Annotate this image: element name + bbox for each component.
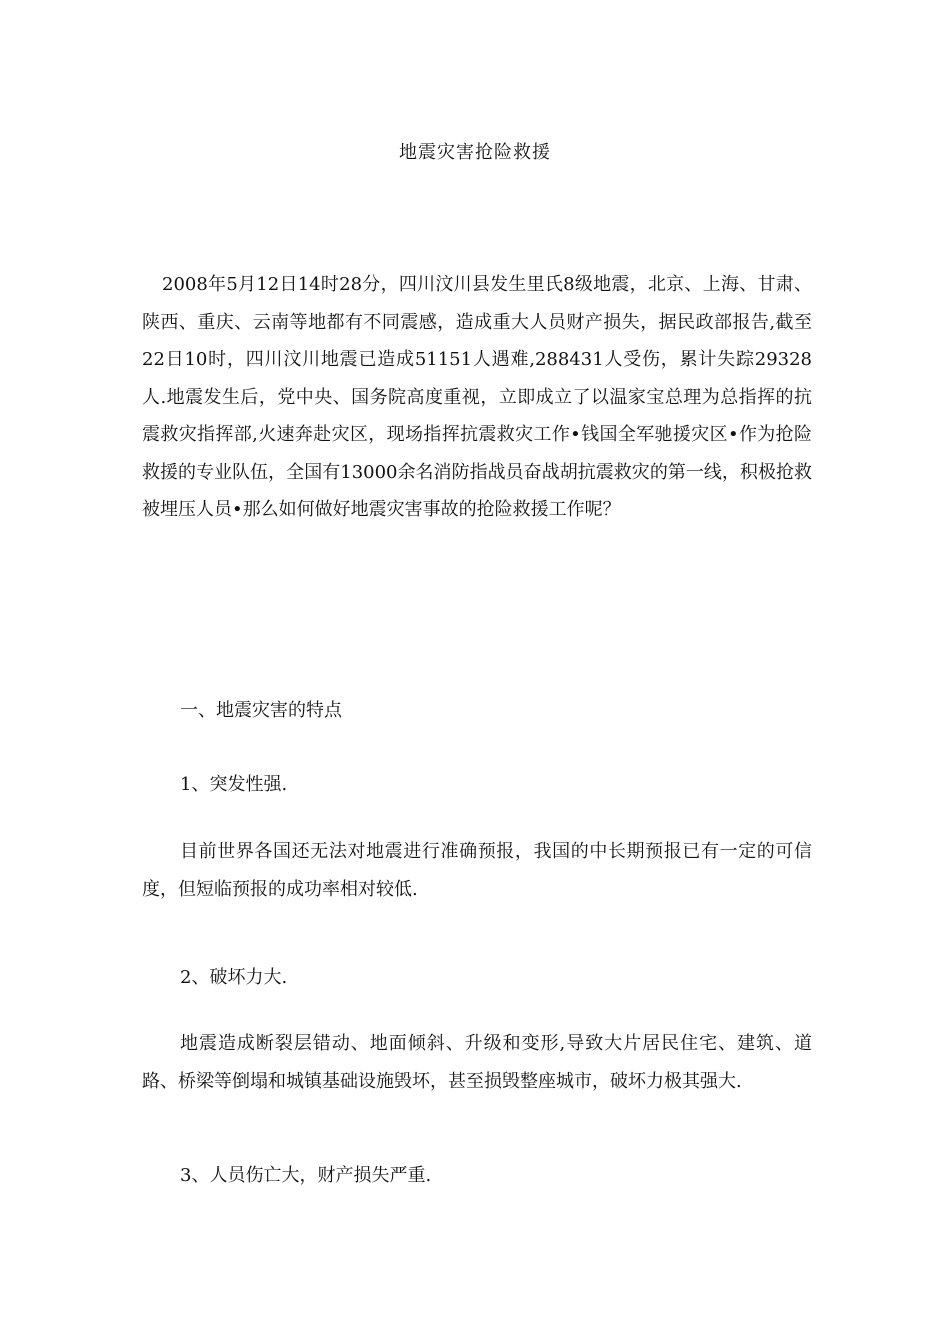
- document-title: 地震灾害抢险救援: [399, 142, 551, 163]
- item-paragraph-suddenness: 目前世界各国还无法对地震进行准确预报，我国的中长期预报已有一定的可信度，但短临预报的成功率相对较低.: [142, 841, 812, 900]
- intro-paragraph: 2008年5月12日14时28分，四川汶川县发生里氏8级地震，北京、上海、甘肃、陕西、重庆、云南等地都有不同震感，造成重大人员财产损失，据民政部报告,截至22日10时，四川汶川地震已造成51151人遇难,288431人受伤，累计失踪29328人.地震发生后，党中央、国务院高度重视，立即成立了以温家宝总理为总指挥的抗震救灾指挥部,火速奔赴灾区，现场指挥抗震救灾工作•钱国全军驰援灾区•作为抢险救援的专业队伍，全国有13000余名消防指战员奋战胡抗震救灾的第一线，积极抢救被埋压人员•那么如何做好地震灾害事故的抢险救援工作呢？: [142, 274, 812, 520]
- item-heading-destructive-power: 2、破坏力大.: [180, 967, 288, 988]
- item-paragraph-destructive-power: 地震造成断裂层错动、地面倾斜、升级和变形,导致大片居民住宅、建筑、道路、桥梁等倒塌和城镇基础设施毁坏，甚至损毁整座城市，破坏力极其强大.: [142, 1033, 812, 1092]
- item-heading-suddenness: 1、突发性强.: [180, 774, 288, 795]
- item-heading-casualties: 3、人员伤亡大，财产损失严重.: [180, 1165, 432, 1186]
- section-heading-characteristics: 一、地震灾害的特点: [180, 700, 342, 721]
